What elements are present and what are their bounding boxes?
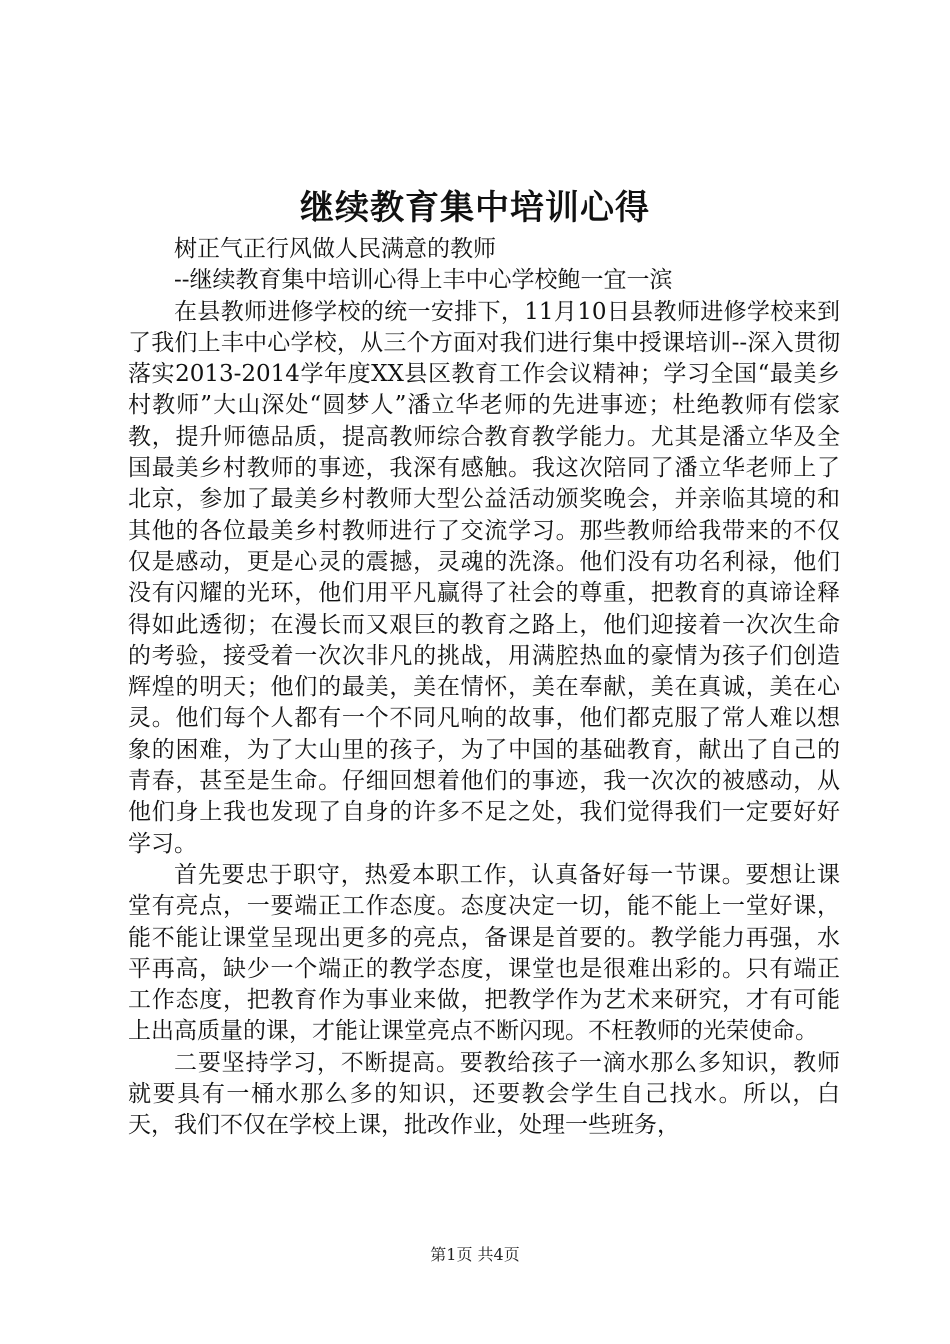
page-number-footer: 第1页 共4页 [430,1245,520,1264]
author-line-paragraph: --继续教育集中培训心得上丰中心学校鲍一宜一滨 [174,267,673,294]
document-title: 继续教育集中培训心得 [300,188,650,228]
body-paragraph: 首先要忠于职守，热爱本职工作，认真备好每一节课。要想让课堂有亮点，一要端正工作态度。态度决定一切，能不能上一堂好课，能不能让课堂呈现出更多的亮点，备课是首要的。教学能力再强，水平再高，缺少一个端正的教学态度，课堂也是很难出彩的。只有端正工作态度，把教育作为事业来做，把教学作为艺术来研究，才有可能上出高质量的课，才能让课堂亮点不断闪现。不枉教师的光荣使命。 [128,861,840,1045]
document-body [128,234,840,1142]
body-paragraph: 二要坚持学习，不断提高。要教给孩子一滴水那么多知识，教师就要具有一桶水那么多的知识，还要教会学生自己找水。所以，白天，我们不仅在学校上课，批改作业，处理一些班务， [128,1049,840,1139]
body-paragraph: 在县教师进修学校的统一安排下，11月10日县教师进修学校来到了我们上丰中心学校，从三个方面对我们进行集中授课培训--深入贯彻落实2013-2014学年度XX县区教育工作会议精神；学习全国“最美乡村教师”大山深处“圆梦人”潘立华老师的先进事迹；杜绝教师有偿家教，提升师德品质，提高教师综合教育教学能力。尤其是潘立华及全国最美乡村教师的事迹，我深有感触。我这次陪同了潘立华老师上了北京，参加了最美乡村教师大型公益活动颁奖晚会，并亲临其境的和其他的各位最美乡村教师进行了交流学习。那些教师给我带来的不仅仅是感动，更是心灵的震撼，灵魂的洗涤。他们没有功名利禄，他们没有闪耀的光环，他们用平凡赢得了社会的尊重，把教育的真谛诠释得如此透彻；在漫长而又艰巨的教育之路上，他们迎接着一次次生命的考验，接受着一次次非凡的挑战，用满腔热血的豪情为孩子们创造辉煌的明天；他们的最美，美在情怀，美在奉献，美在真诚，美在心灵。他们每个人都有一个不同凡响的故事，他们都克服了常人难以想象的困难，为了大山里的孩子，为了中国的基础教育，献出了自己的青春，甚至是生命。仔细回想着他们的事迹，我一次次的被感动，从他们身上我也发现了自身的许多不足之处，我们觉得我们一定要好好学习。 [128,298,840,857]
subtitle-paragraph: 树正气正行风做人民满意的教师 [174,236,496,262]
